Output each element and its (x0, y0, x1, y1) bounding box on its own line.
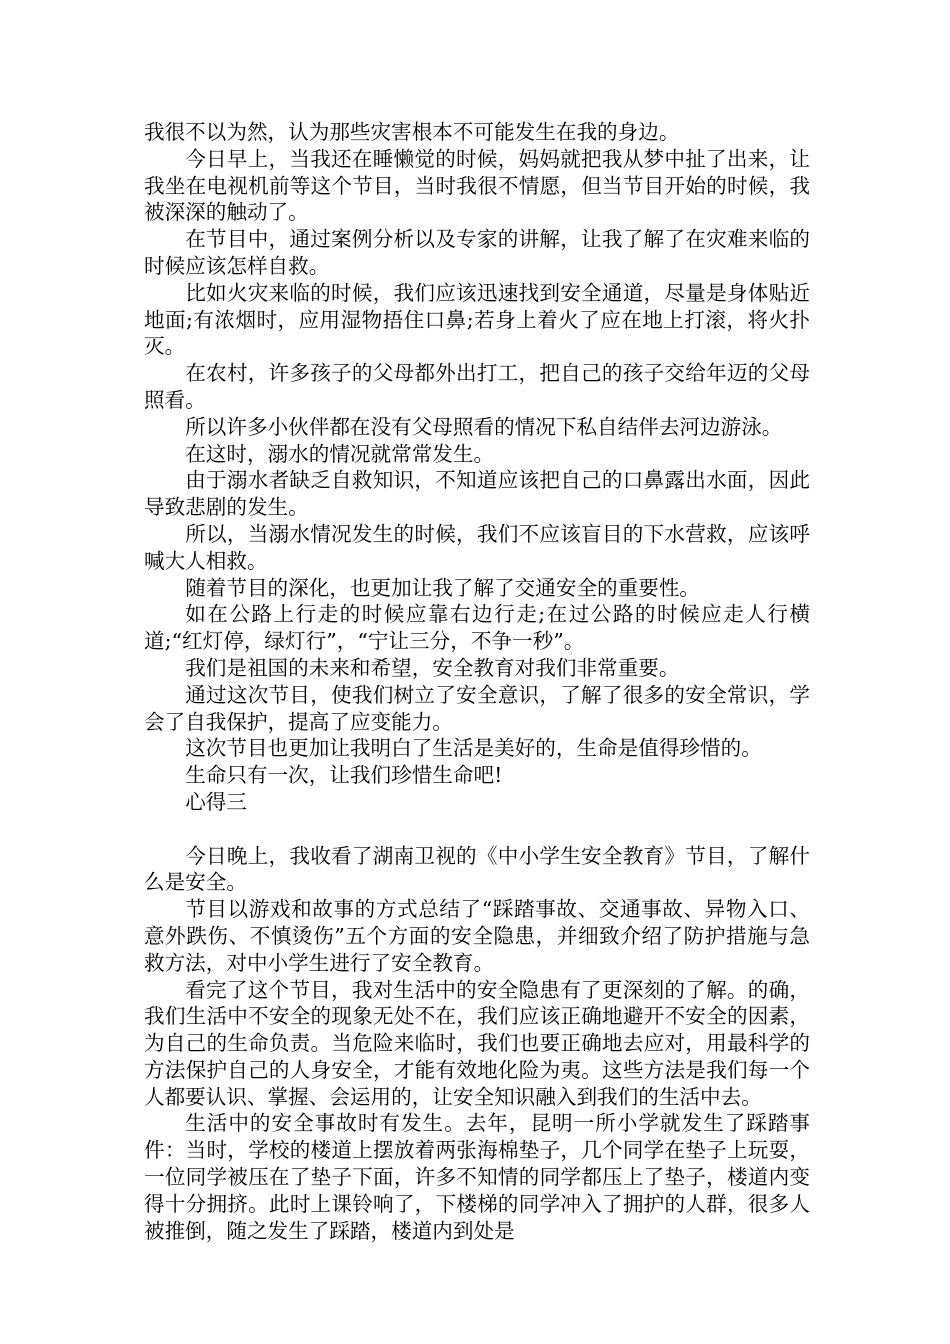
paragraph: 看完了这个节目，我对生活中的安全隐患有了更深刻的了解。的确，我们生活中不安全的现象无处不在，我们应该正确地避开不安全的因素，为自己的生命负责。当危险来临时，我们也要正确地去应对，用最科学的方法保护自己的人身安全，才能有效地化险为夷。这些方法是我们每一个人都要认识、掌握、会运用的，让安全知识融入到我们的生活中去。 (144, 977, 810, 1109)
paragraph: 在农村，许多孩子的父母都外出打工，把自己的孩子交给年迈的父母照看。 (144, 361, 810, 412)
paragraph: 由于溺水者缺乏自救知识，不知道应该把自己的口鼻露出水面，因此导致悲剧的发生。 (144, 468, 810, 520)
paragraph: 在这时，溺水的情况就常常发生。 (185, 441, 495, 466)
paragraph: 今日早上，当我还在睡懒觉的时候，妈妈就把我从梦中扯了出来，让我坐在电视机前等这个节目，当时我很不情愿，但当节目开始的时候，我被深深的触动了。 (144, 146, 810, 225)
blank-line (144, 816, 810, 843)
paragraph: 如在公路上行走的时候应靠右边行走;在过公路的时候应走人行横道;“红灯停，绿灯行”，“宁让三分，不争一秒”。 (144, 602, 810, 654)
paragraph: 生命只有一次，让我们珍惜生命吧! (185, 763, 503, 788)
section-heading: 心得三 (185, 789, 247, 814)
paragraph: 在节目中，通过案例分析以及专家的讲解，让我了解了在灾难来临的时候应该怎样自救。 (144, 227, 810, 278)
document-page (144, 119, 810, 1244)
paragraph: 所以，当溺水情况发生的时候，我们不应该盲目的下水营救，应该呼喊大人相救。 (144, 521, 810, 573)
paragraph: 今日晚上，我收看了湖南卫视的《中小学生安全教育》节目，了解什么是安全。 (144, 843, 810, 895)
paragraph: 所以许多小伙伴都在没有父母照看的情况下私自结伴去河边游泳。 (185, 414, 783, 439)
paragraph: 通过这次节目，使我们树立了安全意识，了解了很多的安全常识，学会了自我保护，提高了应变能力。 (144, 682, 810, 734)
paragraph: 我们是祖国的未来和希望，安全教育对我们非常重要。 (185, 655, 680, 680)
paragraph: 随着节目的深化，也更加让我了解了交通安全的重要性。 (185, 575, 701, 600)
paragraph: 我很不以为然，认为那些灾害根本不可能发生在我的身边。 (144, 120, 680, 144)
paragraph: 这次节目也更加让我明白了生活是美好的，生命是值得珍惜的。 (185, 736, 762, 761)
paragraph: 比如火灾来临的时候，我们应该迅速找到安全通道，尽量是身体贴近地面;有浓烟时，应用湿物捂住口鼻;若身上着火了应在地上打滚，将火扑灭。 (144, 280, 810, 359)
paragraph: 生活中的安全事故时有发生。去年，昆明一所小学就发生了踩踏事件：当时，学校的楼道上摆放着两张海棉垫子，几个同学在垫子上玩耍，一位同学被压在了垫子下面，许多不知情的同学都压上了垫子，楼道内变得十分拥挤。此时上课铃响了，下楼梯的同学冲入了拥护的人群，很多人被推倒，随之发生了踩踏，楼道内到处是 (144, 1111, 810, 1243)
paragraph: 节目以游戏和故事的方式总结了“踩踏事故、交通事故、异物入口、意外跌伤、不慎烫伤”五个方面的安全隐患，并细致介绍了防护措施与急救方法，对中小学生进行了安全教育。 (144, 897, 810, 975)
